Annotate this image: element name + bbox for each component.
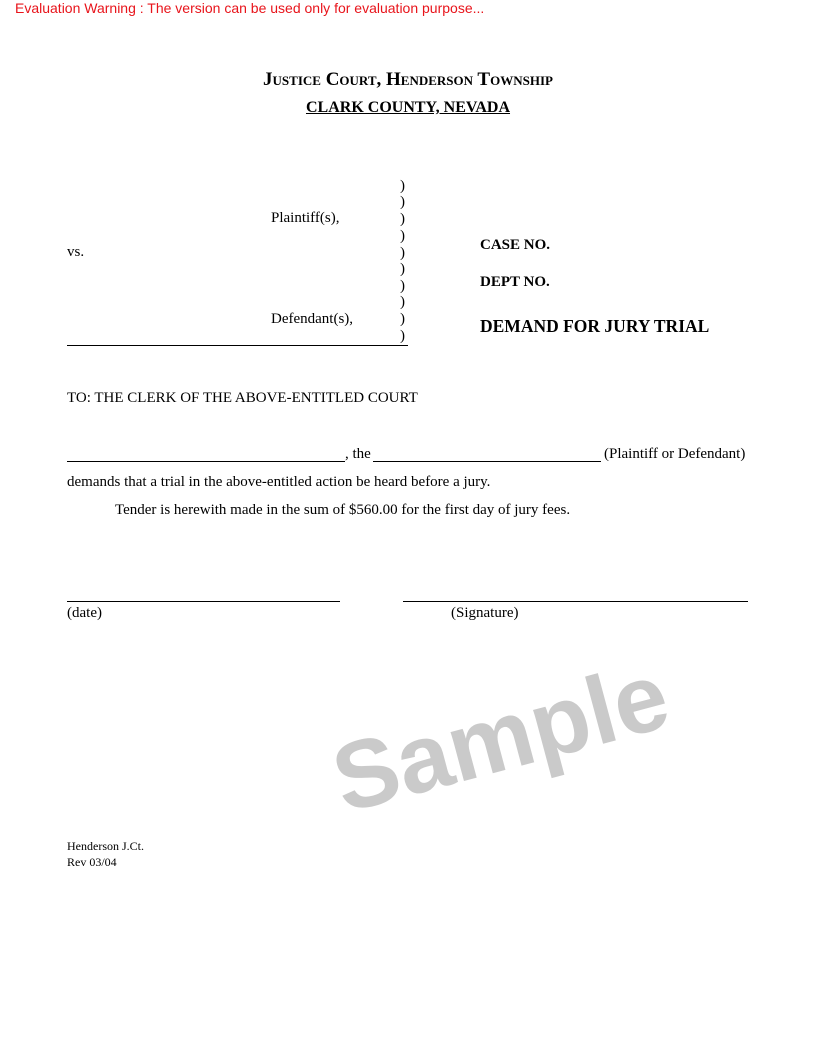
caption-paren: ) xyxy=(400,228,405,244)
caption-paren: ) xyxy=(400,294,405,310)
caption-paren: ) xyxy=(400,211,405,227)
signature-label: (Signature) xyxy=(451,605,519,621)
the-text: , the xyxy=(345,446,371,462)
caption-paren: ) xyxy=(400,261,405,277)
date-line[interactable] xyxy=(67,601,340,602)
party-blank[interactable] xyxy=(373,461,601,462)
caption-paren: ) xyxy=(400,278,405,294)
caption-paren: ) xyxy=(400,328,405,344)
plaintiff-label: Plaintiff(s), xyxy=(271,210,340,226)
tender-text: Tender is herewith made in the sum of $560.00 for the first day of jury fees. xyxy=(115,502,571,518)
vs-label: vs. xyxy=(67,244,85,260)
party-hint: (Plaintiff or Defendant) xyxy=(604,446,746,462)
signature-line[interactable] xyxy=(403,601,748,602)
court-title: Justice Court, Henderson Township xyxy=(263,69,553,90)
caption-paren: ) xyxy=(400,245,405,261)
date-label: (date) xyxy=(67,605,102,621)
county-text: CLARK COUNTY, NEVADA xyxy=(305,99,511,116)
caption-paren: ) xyxy=(400,311,405,327)
case-number-label: CASE NO. xyxy=(480,237,551,253)
defendant-label: Defendant(s), xyxy=(271,311,354,327)
evaluation-warning: Evaluation Warning : The version can be used only for evaluation purpose... xyxy=(15,0,485,16)
caption-underline xyxy=(67,345,408,346)
dept-number-label: DEPT NO. xyxy=(480,274,550,290)
footer-court: Henderson J.Ct. xyxy=(67,839,144,853)
footer-revision: Rev 03/04 xyxy=(67,855,117,869)
caption-paren: ) xyxy=(400,194,405,210)
demand-text: demands that a trial in the above-entitled action be heard before a jury. xyxy=(67,474,491,490)
caption-paren: ) xyxy=(400,178,405,194)
name-blank[interactable] xyxy=(67,461,345,462)
county-title xyxy=(0,99,816,117)
document-title: DEMAND FOR JURY TRIAL xyxy=(480,316,710,336)
addressee: TO: THE CLERK OF THE ABOVE-ENTITLED COURT xyxy=(67,390,418,406)
sample-watermark: Sample xyxy=(321,641,680,834)
